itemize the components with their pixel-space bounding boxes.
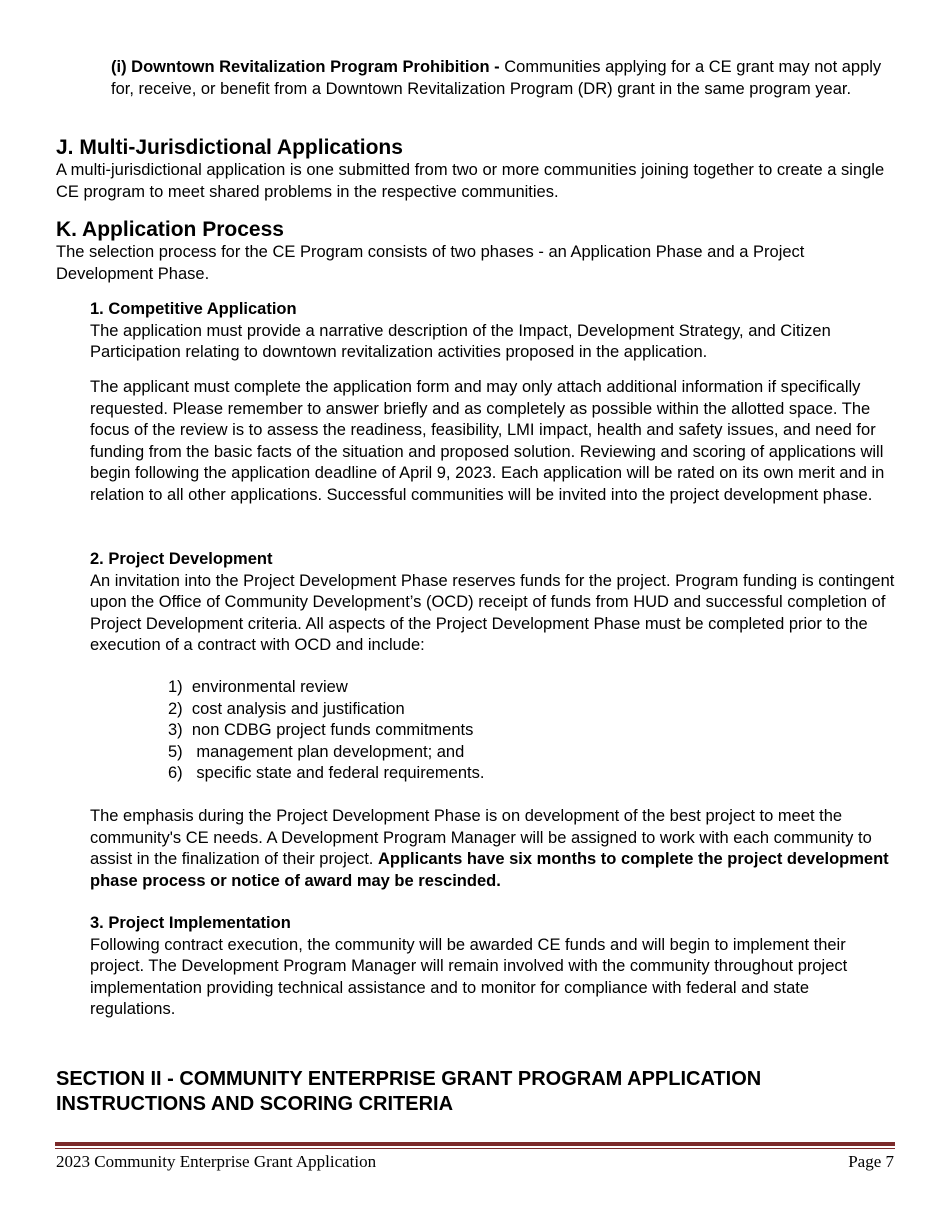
list-item: 2) cost analysis and justification [168, 699, 405, 718]
emphasis-paragraph [90, 806, 900, 892]
project-implementation-text: Following contract execution, the community will be awarded CE funds and will begin to implement their project. The Development Program Manager will remain involved with the community throughout project implementation providing technical assistance and to monitor for compliance with federal and state regulations. [90, 935, 848, 1019]
section-k-heading: K. Application Process [56, 218, 284, 241]
competitive-application-text: The application must provide a narrative description of the Impact, Development Strategy, and Citizen Participation relating to downtown revitalization activities proposed in the application. [90, 321, 831, 362]
prohibition-paragraph [111, 57, 891, 100]
competitive-application-label: 1. Competitive Application [90, 300, 297, 318]
footer-page-number: Page 7 [848, 1152, 894, 1171]
project-development-label: 2. Project Development [90, 550, 273, 568]
competitive-application-details: The applicant must complete the application form and may only attach additional information if specifically requested. Please remember to answer briefly and as completely as possible within the allotted space. The focus of the review is to assess the readiness, feasibility, LMI impact, health and safety issues, and need for funding from the basic facts of the situation and proposed solution. Reviewing and scoring of applications will begin following the application deadline of April 9, 2023. Each application will be rated on its own merit and in relation to all other applications. Successful communities will be invited into the project development phase. [90, 378, 885, 504]
project-development-text: An invitation into the Project Development Phase reserves funds for the project. Program funding is contingent upon the Office of Community Development’s (OCD) receipt of funds from HUD and successful completion of Project Development criteria. All aspects of the Project Development Phase must be completed prior to the execution of a contract with OCD and include: [90, 571, 895, 655]
list-item: 5) management plan development; and [168, 742, 465, 761]
competitive-application [90, 299, 880, 364]
list-item: 6) specific state and federal requirements. [168, 764, 485, 783]
section-k-text: The selection process for the CE Program consists of two phases - an Application Phase and a Project Development Phase. [56, 243, 805, 283]
prohibition-label: (i) Downtown Revitalization Program Prohibition - [111, 58, 505, 76]
footer-rule-thick [55, 1142, 895, 1146]
footer-rule-thin [55, 1148, 895, 1149]
section-ii-title: SECTION II - COMMUNITY ENTERPRISE GRANT PROGRAM APPLICATION INSTRUCTIONS AND SCORING CRITERIA [56, 1068, 762, 1115]
footer-document-title: 2023 Community Enterprise Grant Application [56, 1152, 377, 1171]
emphasis-text: The emphasis during the Project Development Phase is on development of the best project to meet the community's CE needs. A Development Program Manager will be assigned to work with each community to assist in the finalization of their project. [90, 807, 872, 869]
prohibition-text: Communities applying for a CE grant may not apply for, receive, or benefit from a Downtown Revitalization Program (DR) grant in the same program year. [111, 58, 882, 98]
list-item: 3) non CDBG project funds commitments [168, 721, 474, 740]
list-item: 1) environmental review [168, 678, 348, 696]
project-development [90, 549, 900, 657]
section-j-text: A multi-jurisdictional application is one submitted from two or more communities joining together to create a single CE program to meet shared problems in the respective communities. [56, 161, 885, 201]
project-implementation-label: 3. Project Implementation [90, 914, 291, 932]
requirements-list [168, 677, 484, 785]
project-implementation [90, 913, 890, 1021]
emphasis-bold-text: Applicants have six months to complete the project development phase process or notice of award may be rescinded. [90, 850, 889, 890]
section-j-heading: J. Multi-Jurisdictional Applications [56, 136, 403, 159]
